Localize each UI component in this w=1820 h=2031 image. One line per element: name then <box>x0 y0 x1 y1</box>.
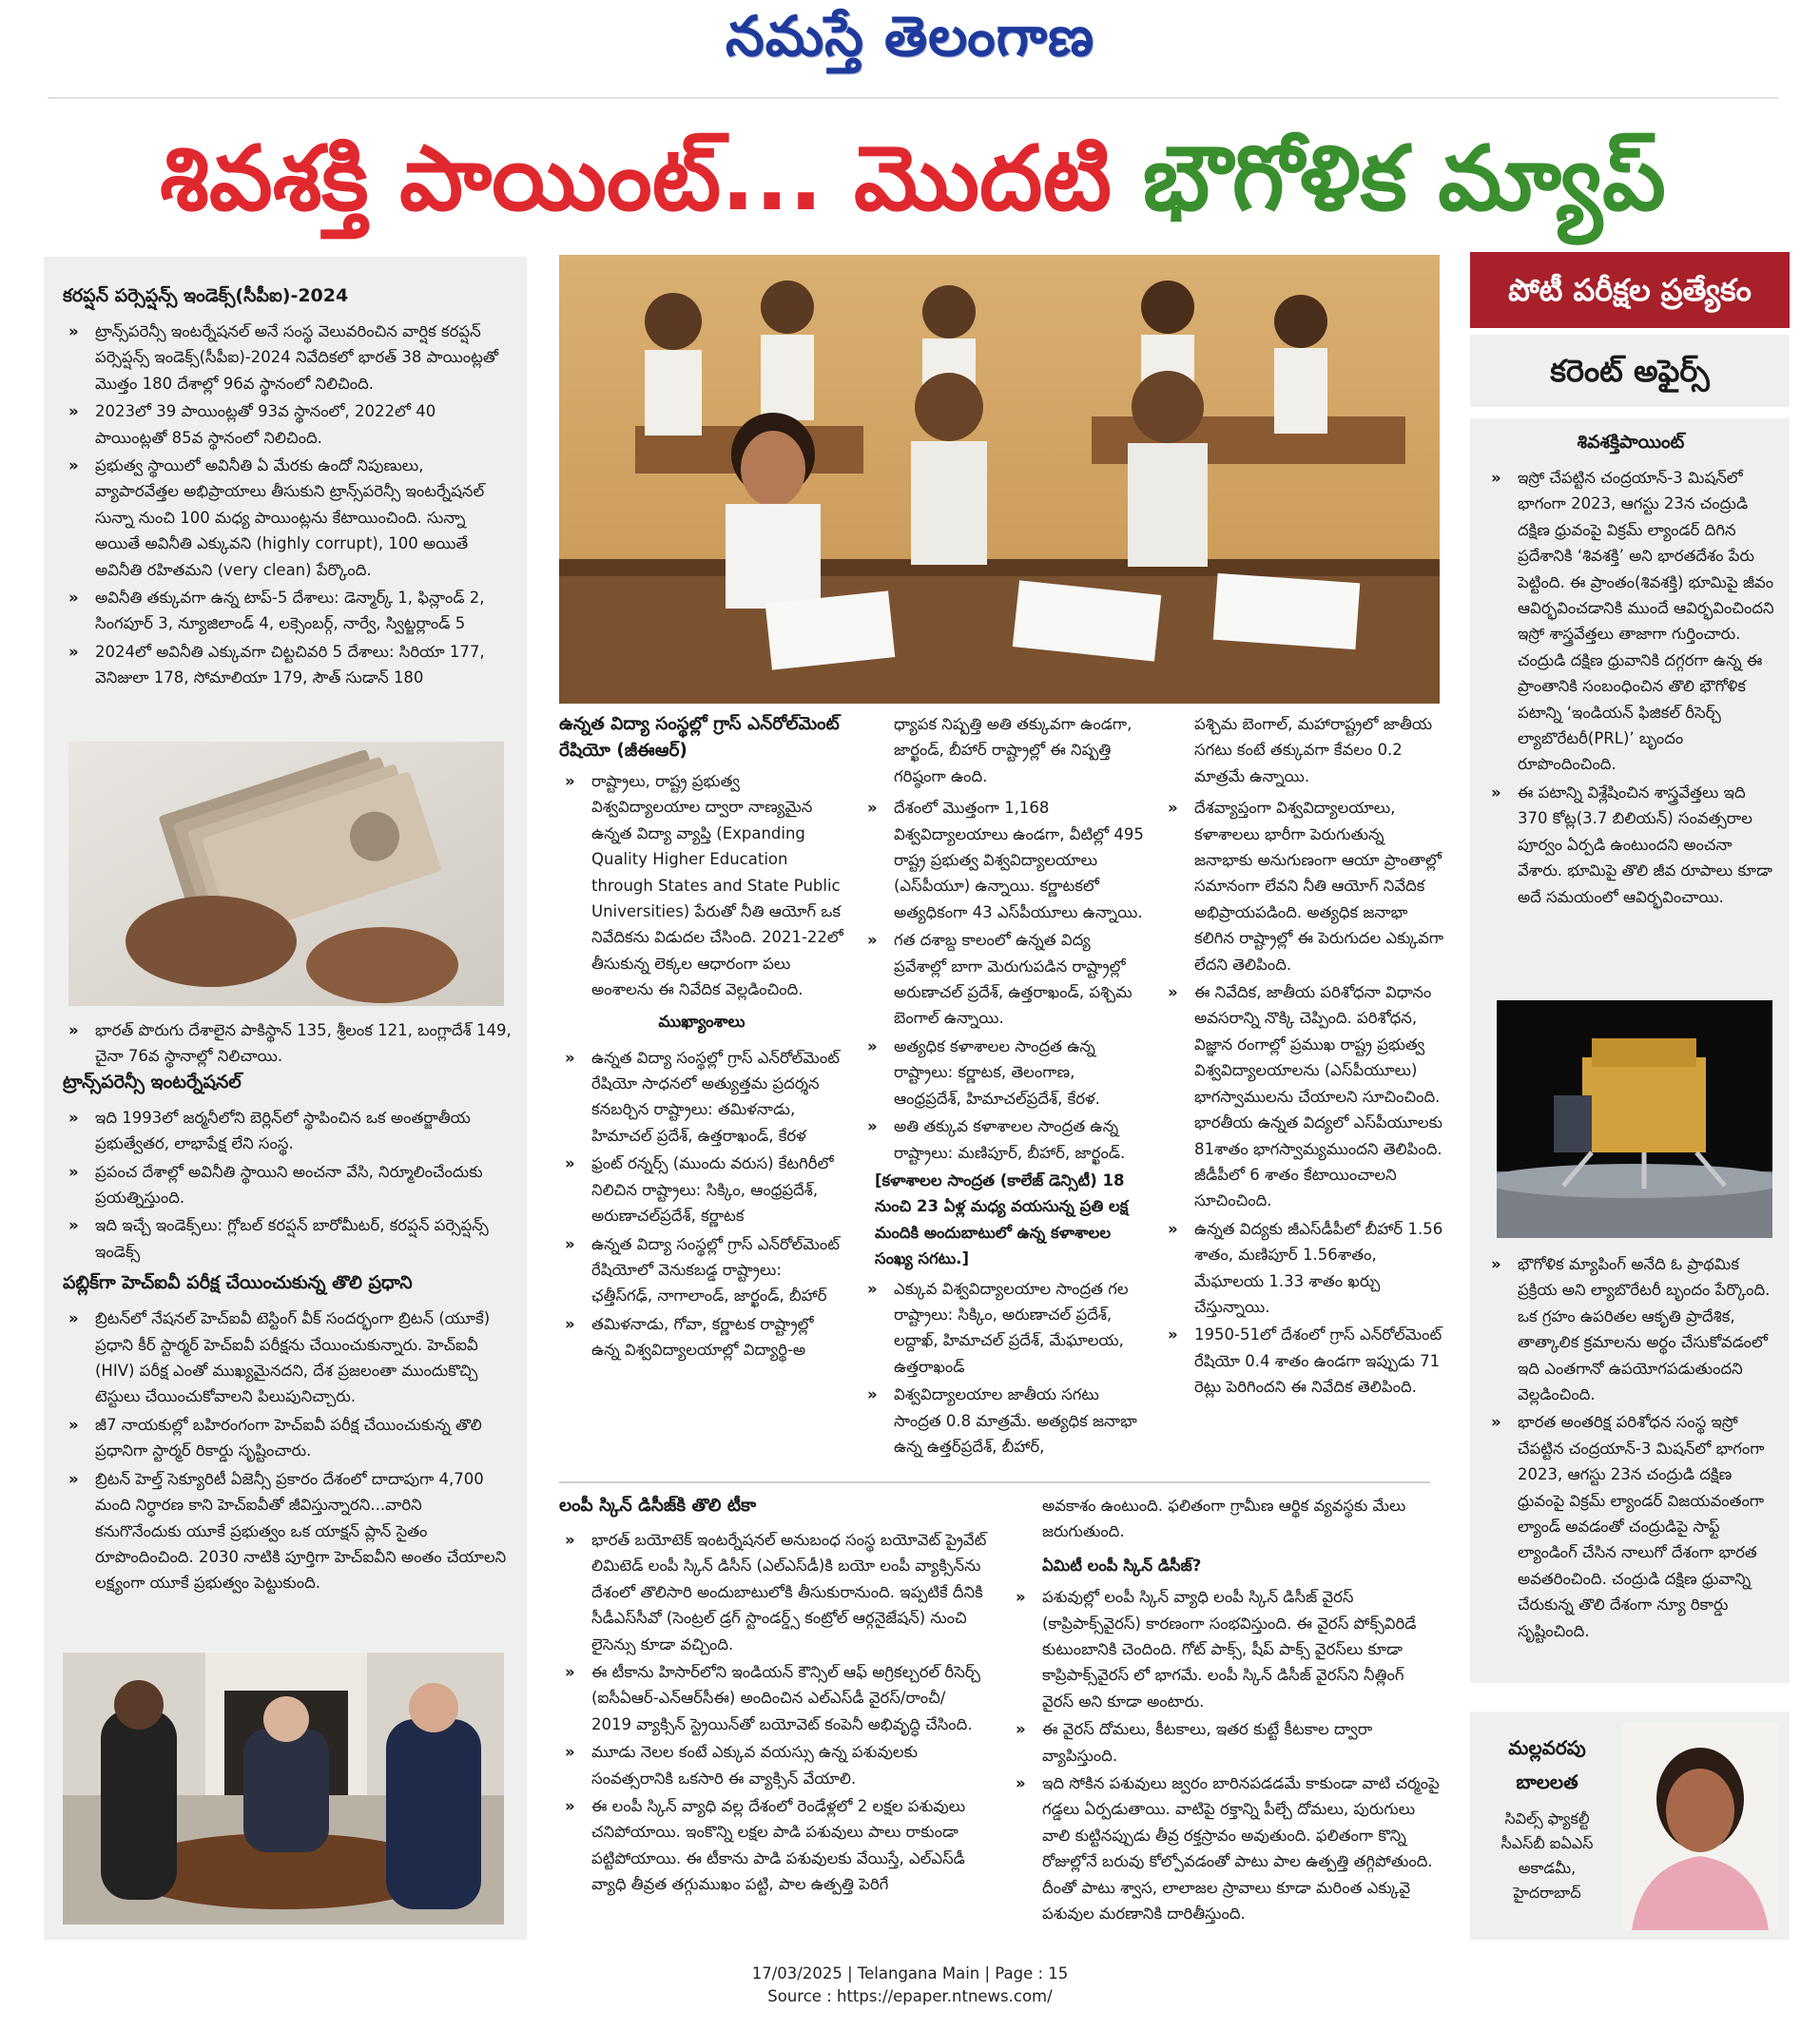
currency-notes-photo <box>68 742 504 1006</box>
author-role-3: అకాడమీ, <box>1518 1859 1577 1877</box>
list-item: » భారత అంతరిక్ష పరిశోధన సంస్థ ఇస్రో చేపట్టిన చంద్రయాన్-3 మిషన్‌లో భాగంగా 2023, ఆగస్టు 23న చంద్రుడి దక్షిణ ధ్రువంపై విక్రమ్ ల్యాండర్ విజయవంతంగా ల్యాండ్ అవడంతో చంద్రుడిపై సాఫ్ట్ ల్యాండింగ్ చేసిన నాలుగో దేశంగా భారత అవతరించింది. చంద్రుడి దక్షిణ ధ్రువాన్ని చేరుకున్న తొలి దేశంగా న్యూ రికార్డు సృష్టించింది. <box>1485 1409 1776 1644</box>
author-name-2: బాలలత <box>1516 1770 1578 1793</box>
list-item: » అత్యధిక కళాశాలల సాంద్రత ఉన్న రాష్ట్రాలు: కర్ణాటక, తెలంగాణ, ఆంధ్రప్రదేశ్, హిమాచల్‌ప్రదేశ్, కేరళ. <box>862 1034 1147 1112</box>
hiv-test-image <box>63 1653 504 1925</box>
left-column-content-2 <box>63 1017 512 1598</box>
lumpy-right-lead: అవకాశం ఉంటుంది. ఫలితంగా గ్రామీణ ఆర్థిక వ్యవస్థకు మేలు జరుగుతుంది. <box>1042 1497 1406 1541</box>
list-item: » భారత్ బయోటెక్ ఇంటర్నేషనల్ అనుబంధ సంస్థ బయోవెట్ ప్రైవేట్ లిమిటెడ్ లంపీ స్కిన్ డిసీస్ (ఎల్‌ఎస్‌డీ)కి బయో లంపీ వ్యాక్సిన్‌ను దేశంలో తొలిసారి అందుబాటులోకి తీసుకురానుంది. ఇప్పటికే దీనికి సీడీఎస్‌సీవో (సెంట్రల్ డ్రగ్ స్టాండర్డ్స్ కంట్రోల్ ఆర్గనైజేషన్) నుంచి లైసెన్సు కూడా వచ్చింది. <box>559 1527 987 1657</box>
shivashakti-title: శివశక్తిపాయింట్ <box>1577 432 1685 453</box>
ger-column-b <box>862 711 1147 1461</box>
students-classroom-photo <box>559 255 1440 704</box>
list-item: » విశ్వవిద్యాలయాల జాతీయ సగటు సాంద్రత 0.8 మాత్రమే. అత్యధిక జనాభా ఉన్న ఉత్తర్‌ప్రదేశ్, బీహార్, <box>862 1382 1147 1460</box>
list-item: » అవినీతి తక్కువగా ఉన్న టాప్-5 దేశాలు: డెన్మార్క్ 1, ఫిన్లాండ్ 2, సింగపూర్ 3, న్యూజిలాండ్ 4, లక్సెంబర్గ్, నార్వే, స్విట్జర్లాండ్ 5 <box>63 585 512 637</box>
list-item: » ఉన్నత విద్యా సంస్థల్లో గ్రాస్ ఎన్‌రోల్‌మెంట్ రేషియోలో వెనుకబడ్డ రాష్ట్రాలు: ఛత్తీస్‌గఢ్, నాగాలాండ్, జార్ఖండ్, బీహార్ <box>559 1231 844 1309</box>
author-box <box>1470 1712 1790 1940</box>
list-item: » రాష్ట్రాలు, రాష్ట్ర ప్రభుత్వ విశ్వవిద్యాలయాల ద్వారా నాణ్యమైన ఉన్నత విద్యా వ్యాప్తి (Expanding Quality Higher Education through States and State Public Universities) పేరుతో నీతి ఆయోగ్ ఒక నివేదికను విడుదల చేసింది. 2021-22లో తీసుకున్న లెక్కల ఆధారంగా పలు అంశాలను ఈ నివేదిక వెల్లడించింది. <box>559 768 844 1003</box>
footer-source: Source : https://epaper.ntnews.com/ <box>767 1987 1053 2005</box>
ger-intro-list <box>559 768 844 1003</box>
headline-block <box>48 97 1778 261</box>
lumpy-column-left <box>559 1493 987 1900</box>
currency-notes-image <box>68 742 504 1006</box>
students-classroom-image <box>559 255 1440 704</box>
hiv-section-title: పబ్లిక్‌గా హెచ్‌ఐవీ పరీక్ష చేయించుకున్న తొలి ప్రధాని <box>63 1272 413 1294</box>
shivashakti-list-2 <box>1485 1251 1776 1644</box>
section-divider <box>559 1481 1430 1483</box>
headline-part-green: భౌగోళిక మ్యాప్ <box>1142 127 1666 231</box>
author-info <box>1485 1731 1609 1905</box>
list-item: » బ్రిటన్‌లో నేషనల్ హెచ్‌ఐవీ టెస్టింగ్ వీక్ సందర్భంగా బ్రిటన్ (యూకే) ప్రధాని కీర్ స్టార్మర్ హెచ్‌ఐవీ పరీక్షను చేయించుకున్నారు. హెచ్‌ఐవీ (HIV) పరీక్ష ఎంతో ముఖ్యమైనదని, దేశ ప్రజలంతా ముందుకొచ్చి టెస్టులు చేయించుకోవాలని పిలుపునిచ్చారు. <box>63 1306 512 1410</box>
left-column-panel <box>44 257 527 1940</box>
list-item: » తమిళనాడు, గోవా, కర్ణాటక రాష్ట్రాల్లో ఉన్న విశ్వవిద్యాలయాల్లో విద్యార్థి-అ <box>559 1311 844 1364</box>
list-item: » దేశంలో మొత్తంగా 1,168 విశ్వవిద్యాలయాలు ఉండగా, వీటిల్లో 495 రాష్ట్ర ప్రభుత్వ విశ్వవిద్యాలయాలు (ఎస్‌పీయూ) ఉన్నాయి. కర్ణాటకలో అత్యధికంగా 43 ఎస్‌పీయూలు ఉన్నాయి. <box>862 795 1147 925</box>
author-role-2: సీఎస్‌బీ ఐఏఎస్ <box>1501 1834 1594 1852</box>
list-item: » 1950-51లో దేశంలో గ్రాస్ ఎన్‌రోల్‌మెంట్ రేషియో 0.4 శాతం ఉండగా ఇప్పుడు 71 రెట్లు పెరిగిందని ఈ నివేదిక తెలిపింది. <box>1162 1322 1447 1400</box>
ger-colb-lead: ధ్యాపక నిష్పత్తి అతి తక్కువగా ఉండగా, జార్ఖండ్, బీహార్ రాష్ట్రాల్లో ఈ నిష్పత్తి గరిష్ఠంగా ఉంది. <box>894 715 1133 785</box>
ti-list <box>63 1105 512 1265</box>
masthead-logo-text: నమస్తే తెలంగాణ <box>726 4 1094 68</box>
list-item: » ఇది ఇచ్చే ఇండెక్స్‌లు: గ్లోబల్ కరప్షన్ బారోమీటర్, కరప్షన్ పర్సెప్షన్స్ ఇండెక్స్ <box>63 1212 512 1265</box>
footer-page-info: 17/03/2025 | Telangana Main | Page : 15 <box>751 1964 1069 1983</box>
list-item: » భౌగోళిక మ్యాపింగ్ అనేది ఓ ప్రాథమిక ప్రక్రియ అని ల్యాబొరేటరీ బృందం పేర్కొంది. ఒక గ్రహం ఉపరితల ఆకృతి ప్రాదేశిక, తాత్కాలిక క్రమాలను అర్థం చేసుకోవడంలో ఇది ఎంతగానో ఉపయోగపడుతుందని వెల్లడించింది. <box>1485 1251 1776 1407</box>
list-item: » భారత్ పొరుగు దేశాలైన పాకిస్థాన్ 135, శ్రీలంక 121, బంగ్లాదేశ్ 149, చైనా 76వ స్థానాల్లో నిలిచాయి. <box>63 1017 512 1070</box>
ger-colb-list <box>862 795 1147 1166</box>
author-photo <box>1622 1723 1778 1930</box>
masthead-divider <box>48 97 1778 99</box>
list-item: » 2024లో అవినీతి ఎక్కువగా చిట్టచివరి 5 దేశాలు: సిరియా 177, వెనిజులా 178, సోమాలియా 179, సౌత్ సుడాన్ 180 <box>63 639 512 691</box>
author-name-1: మల్లవరపు <box>1508 1736 1586 1759</box>
list-item: » ఇస్రో చేపట్టిన చంద్రయాన్-3 మిషన్‌లో భాగంగా 2023, ఆగస్టు 23న చంద్రుడి దక్షిణ ధ్రువంపై విక్రమ్ ల్యాండర్ దిగిన ప్రదేశానికి ‘శివశక్తి’ అని భారతదేశం పేరు పెట్టింది. ఈ ప్రాంతం(శివశక్తి) భూమిపై జీవం ఆవిర్భవించడానికి ముందే ఆవిర్భవించిందని ఇస్రో శాస్త్రవేత్తలు తాజాగా గుర్తించారు. చంద్రుడి దక్షిణ ధ్రువానికి దగ్గరగా ఉన్న ఈ ప్రాంతానికి సంబంధించిన తొలి భౌగోళిక పటాన్ని ‘ఇండియన్ ఫిజికల్ రీసెర్చ్ ల్యాబొరేటరీ(PRL)’ బృందం రూపొందించింది. <box>1485 465 1776 778</box>
list-item: » ఈ టీకాను హిసార్‌లోని ఇండియన్ కౌన్సిల్ ఆఫ్ అగ్రికల్చరల్ రీసెర్చ్ (ఐసీఏఆర్-ఎన్‌ఆర్‌సీఈ) అందించిన ఎల్‌ఎస్‌డీ వైరస్/రాంచీ/ 2019 వ్యాక్సిన్ స్ట్రెయిన్‌తో బయోవెట్ కంపెనీ అభివృద్ధి చేసింది. <box>559 1659 987 1737</box>
hiv-list <box>63 1306 512 1596</box>
ger-column-c <box>1162 711 1447 1402</box>
list-item: » ప్రపంచ దేశాల్లో అవినీతి స్థాయిని అంచనా వేసి, నిర్మూలించేందుకు ప్రయత్నిస్తుంది. <box>63 1159 512 1211</box>
list-item: » ఈ పటాన్ని విశ్లేషించిన శాస్త్రవేత్తలు ఇది 370 కోట్ల(3.7 బిలియన్) సంవత్సరాల పూర్వం ఏర్పడి ఉంటుందని అంచనా వేశారు. భూమిపై తొలి జీవ రూపాలు కూడా అదే సమయంలో ఆవిర్భవించాయి. <box>1485 780 1776 910</box>
cpi-section-title: కరప్షన్ పర్సెప్షన్స్ ఇండెక్స్(సీపీఐ)-2024 <box>63 285 349 306</box>
list-item: » ఈ వైరస్ దోమలు, కీటకాలు, ఇతర కుట్టే కీటకాల ద్వారా వ్యాపిస్తుంది. <box>1010 1716 1440 1769</box>
lumpy-article-title: లంపీ స్కిన్ డిసీజ్‌కి తొలి టీకా <box>559 1496 757 1516</box>
list-item: » ఈ నివేదిక, జాతీయ పరిశోధనా విధానం అవసరాన్ని నొక్కి చెప్పింది. పరిశోధన, విజ్ఞాన రంగాల్లో ప్రముఖ రాష్ట్ర ప్రభుత్వ విశ్వవిద్యాలయాలను (ఎస్‌పీయూలు) భాగస్వాములను చేయాలని సూచించింది. భారతీయ ఉన్నత విద్యలో ఎస్‌పీయూలకు 81శాతం భాగస్వామ్యముందని తెలిపింది. జీడీపీలో 6 శాతం కేటాయించాలని సూచించింది. <box>1162 979 1447 1214</box>
list-item: » జీ7 నాయకుల్లో బహిరంగంగా హెచ్‌ఐవీ పరీక్ష చేయించుకున్న తొలి ప్రధానిగా స్టార్మర్ రికార్డు సృష్టించారు. <box>63 1412 512 1464</box>
headline-part-red: శివశక్తి పాయింట్... మొదటి <box>160 127 1112 231</box>
left-column-content <box>63 285 512 693</box>
ti-section-title: ట్రాన్స్‌పరెన్సీ ఇంటర్నేషనల్ <box>63 1071 242 1093</box>
vikram-lander-image <box>1497 1000 1772 1238</box>
current-affairs-label: కరెంట్ అఫైర్స్ <box>1470 335 1790 407</box>
list-item: » ఉన్నత విద్యా సంస్థల్లో గ్రాస్ ఎన్‌రోల్‌మెంట్ రేషియో సాధనలో అత్యుత్తమ ప్రదర్శన కనబర్చిన రాష్ట్రాలు: తమిళనాడు, హిమాచల్ ప్రదేశ్, ఉత్తరాఖండ్, కేరళ <box>559 1045 844 1150</box>
list-item: » ట్రాన్స్‌పరెన్సీ ఇంటర్నేషనల్ అనే సంస్థ వెలువరించిన వార్షిక కరప్షన్ పర్సెప్షన్స్ ఇండెక్స్(సీపీఐ)-2024 నివేదికలో భారత్ 38 పాయింట్లతో మొత్తం 180 దేశాల్లో 96వ స్థానంలో నిలిచింది. <box>63 319 512 397</box>
lumpy-list <box>559 1527 987 1898</box>
list-item: » బ్రిటన్ హెల్త్ సెక్యూరిటీ ఏజెన్సీ ప్రకారం దేశంలో దాదాపుగా 4,700 మంది నిర్ధారణ కాని హెచ్‌ఐవీతో జీవిస్తున్నారని...వారిని కనుగొనేందుకు యూకే ప్రభుత్వం ఒక యాక్షన్ ప్లాన్ సైతం రూపొందించింది. 2030 నాటికి పూర్తిగా హెచ్‌ఐవీని అంతం చేయాలని లక్ష్యంగా యూకే ప్రభుత్వం పెట్టుకుంది. <box>63 1466 512 1596</box>
hiv-test-photo <box>63 1653 504 1925</box>
college-density-note: [కళాశాలల సాంద్రత (కాలేజ్ డెన్సిటీ) 18 నుంచి 23 ఏళ్ల మధ్య వయసున్న ప్రతి లక్ష మందికి అందుబాటులో ఉన్న కళాశాలల సంఖ్య సగటు.] <box>875 1170 1129 1268</box>
ger-colc-list <box>1162 795 1447 1400</box>
shivashakti-content-2 <box>1485 1251 1776 1646</box>
ger-colb-list-2 <box>862 1276 1147 1460</box>
right-column-panel <box>1470 418 1790 1683</box>
list-item: » దేశవ్యాప్తంగా విశ్వవిద్యాలయాలు, కళాశాలలు భారీగా పెరుగుతున్న జనాభాకు అనుగుణంగా ఆయా ప్రాంతాల్లో సమానంగా లేవని నీతి ఆయోగ్ నివేదిక అభిప్రాయపడింది. అత్యధిక జనాభా కలిగిన రాష్ట్రాల్లో ఈ పెరుగుదల ఎక్కువగా లేదని తెలిపింది. <box>1162 795 1447 977</box>
list-item: » ఈ లంపీ స్కిన్ వ్యాధి వల్ల దేశంలో రెండేళ్లలో 2 లక్షల పశువులు చనిపోయాయి. ఇంకొన్ని లక్షల పాడి పశువులు పాలు రాకుండా పట్టిపోయాయి. ఈ టీకాను పాడి పశువులకు వేయిస్తే, ఎల్‌ఎస్‌డీ వ్యాధి తీవ్రత తగ్గుముఖం పట్టి, పాల ఉత్పత్తి పెరిగే <box>559 1793 987 1898</box>
ger-article-title: ఉన్నత విద్యా సంస్థల్లో గ్రాస్ ఎన్‌రోల్‌మెంట్ రేషియో (జీఈఆర్) <box>559 714 840 761</box>
main-headline <box>48 118 1778 242</box>
author-role-1: సివిల్స్ ఫ్యాకల్టీ <box>1504 1809 1590 1828</box>
list-item: » ఇది సోకిన పశువులు జ్వరం బారినపడడమే కాకుండా వాటి చర్మంపై గడ్డలు ఏర్పడుతాయి. వాటిపై రక్తాన్ని పీల్చే దోమలు, పురుగులు వాలి కుట్టినప్పుడు తీవ్ర రక్తస్రావం అవుతుంది. ఫలితంగా కొన్ని రోజుల్లోనే బరువు కోల్పోవడంతో పాటు పాల ఉత్పత్తి తగ్గిపోతుంది. దీంతో పాటు శ్వాస, లాలాజల స్రావాలు కూడా మరింత ఎక్కువై పశువుల మరణానికి దారితీస్తుంది. <box>1010 1770 1440 1926</box>
lumpy-subhead: ఏమిటీ లంపీ స్కిన్ డిసీజ్? <box>1042 1556 1202 1575</box>
list-item: » ఎక్కువ విశ్వవిద్యాలయాల సాంద్రత గల రాష్ట్రాలు: సిక్కిం, అరుణాచల్ ప్రదేశ్, లద్దాఖ్, హిమాచల్ ప్రదేశ్, మేఘాలయ, ఉత్తరాఖండ్ <box>862 1276 1147 1381</box>
list-item: » ఉన్నత విద్యకు జీఎస్‌డీపీలో బీహార్ 1.56 శాతం, మణిపూర్ 1.56శాతం, మేఘాలయ 1.33 శాతం ఖర్చు చేస్తున్నాయి. <box>1162 1216 1447 1321</box>
list-item: » పశువుల్లో లంపీ స్కిన్ వ్యాధి లంపీ స్కిన్ డిసీజ్ వైరస్ (కాప్రిపాక్స్‌వైరస్) కారణంగా సంభవిస్తుంది. ఈ వైరస్ పోక్స్‌విరిడే కుటుంబానికి చెందింది. గోట్ పాక్స్, షీప్ పాక్స్ వైరస్‌లు కూడా కాప్రిపాక్స్‌వైరస్ లో భాగమే. లంపీ స్కిన్ డిసీజ్ వైరస్‌ని నీత్లింగ్ వైరస్ అని కూడా అంటారు. <box>1010 1584 1440 1714</box>
list-item: » ప్రభుత్వ స్థాయిలో అవినీతి ఏ మేరకు ఉందో నిపుణులు, వ్యాపారవేత్తల అభిప్రాయాలు తీసుకుని ట్రాన్స్‌పరెన్సీ ఇంటర్నేషనల్ సున్నా నుంచి 100 మధ్య పాయింట్లను కేటాయించింది. సున్నా అయితే అవినీతి ఎక్కువని (highly corrupt), 100 అయితే అవినీతి రహితమని (very clean) పేర్కొంది. <box>63 453 512 583</box>
shivashakti-content <box>1485 432 1776 912</box>
list-item: » అతి తక్కువ కళాశాలల సాంద్రత ఉన్న రాష్ట్రాలు: మణిపూర్, బీహార్, జార్ఖండ్. <box>862 1113 1147 1166</box>
neighbours-list <box>63 1017 512 1070</box>
lumpy-column-right <box>1010 1493 1440 1929</box>
cpi-list <box>63 319 512 691</box>
list-item: » మూడు నెలల కంటే ఎక్కువ వయస్సు ఉన్న పశువులకు సంవత్సరానికి ఒకసారి ఈ వ్యాక్సిన్ వేయాలి. <box>559 1739 987 1791</box>
list-item: » 2023లో 39 పాయింట్లతో 93వ స్థానంలో, 2022లో 40 పాయింట్లతో 85వ స్థానంలో నిలిచింది. <box>63 398 512 451</box>
author-role-4: హైదరాబాద్ <box>1513 1884 1581 1902</box>
shivashakti-list <box>1485 465 1776 910</box>
list-item: » ఇది 1993లో జర్మనీలోని బెర్లిన్‌లో స్థాపించిన ఒక అంతర్జాతీయ ప్రభుత్వేతర, లాభాపేక్ష లేని సంస్థ. <box>63 1105 512 1157</box>
vikram-lander-photo <box>1497 1000 1772 1238</box>
author-portrait-image <box>1622 1723 1778 1930</box>
list-item: » గత దశాబ్ద కాలంలో ఉన్నత విద్య ప్రవేశాల్లో బాగా మెరుగుపడిన రాష్ట్రాల్లో అరుణాచల్ ప్రదేశ్, ఉత్తరాఖండ్, పశ్చిమ బెంగాల్ ఉన్నాయి. <box>862 927 1147 1032</box>
ger-highlights-list <box>559 1045 844 1364</box>
list-item: » ఫ్రంట్ రన్నర్స్ (ముందు వరుస) కేటగిరీలో నిలిచిన రాష్ట్రాలు: సిక్కిం, ఆంధ్రప్రదేశ్, అరుణాచల్‌ప్రదేశ్, కర్ణాటక <box>559 1151 844 1228</box>
masthead <box>0 4 1820 83</box>
ger-colc-lead: పశ్చిమ బెంగాల్, మహారాష్ట్రలో జాతీయ సగటు కంటే తక్కువగా కేవలం 0.2 మాత్రమే ఉన్నాయి. <box>1194 715 1433 785</box>
competitive-exams-banner: పోటీ పరీక్షల ప్రత్యేకం <box>1470 252 1790 328</box>
lumpy-right-list <box>1010 1584 1440 1926</box>
highlights-subhead: ముఖ్యాంశాలు <box>658 1012 745 1032</box>
ger-column-a <box>559 711 844 1365</box>
